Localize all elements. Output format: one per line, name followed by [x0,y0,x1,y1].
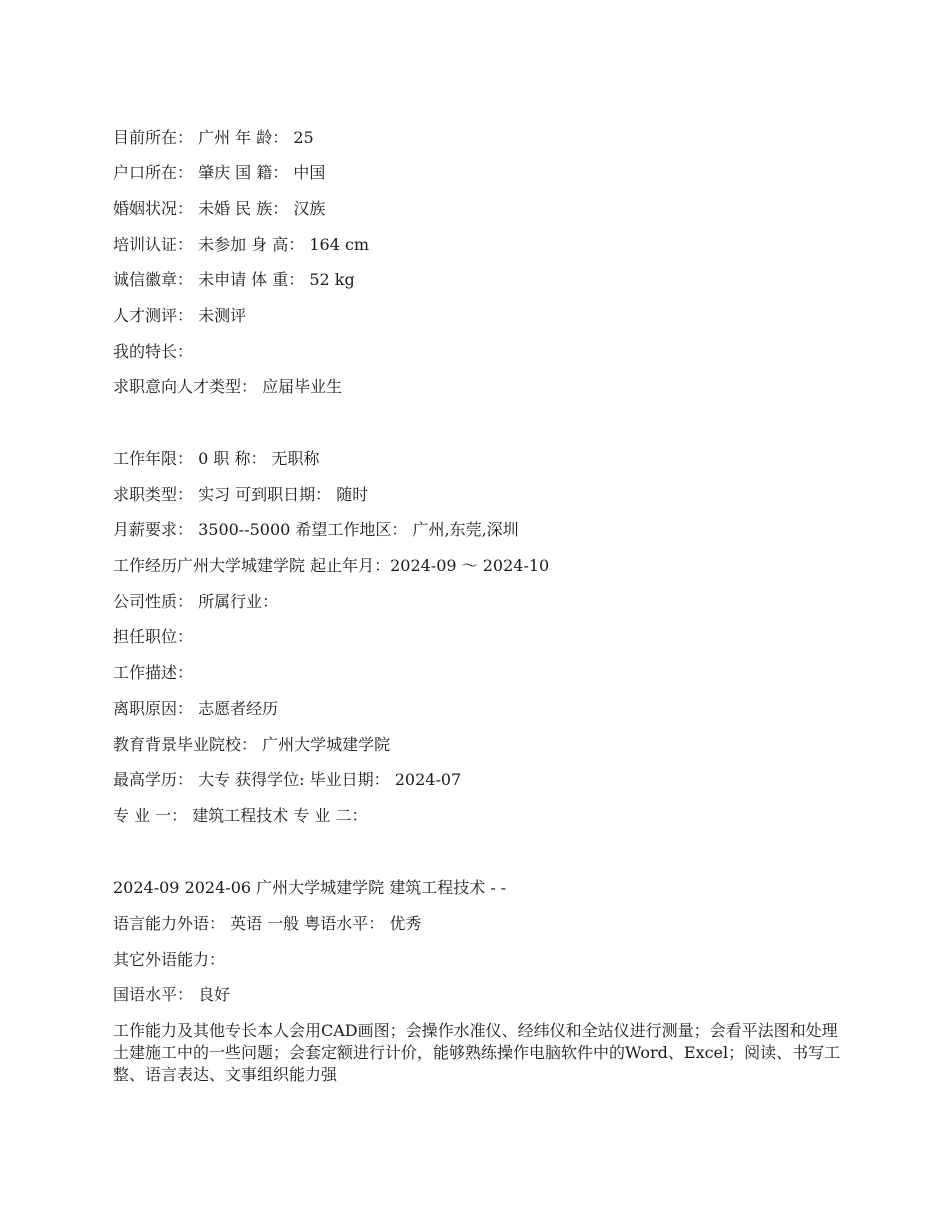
hukou-nationality: 户口所在： 肇庆 国 籍： 中国 [113,163,326,182]
resume-page [113,0,843,1230]
position-held: 担任职位： [113,627,194,646]
mandarin-level: 国语水平： 良好 [113,985,231,1004]
education-record: 2024-09 2024-06 广州大学城建学院 建筑工程技术 - - [113,878,507,897]
work-years-title: 工作年限： 0 职 称： 无职称 [113,449,320,468]
salary-work-area: 月薪要求： 3500--5000 希望工作地区： 广州,东莞,深圳 [113,520,519,539]
credit-weight: 诚信徽章： 未申请 体 重： 52 kg [113,270,355,289]
education-school: 教育背景毕业院校： 广州大学城建学院 [113,735,391,754]
company-nature-industry: 公司性质： 所属行业： [113,592,279,611]
majors: 专 业 一： 建筑工程技术 专 业 二： [113,806,368,825]
job-type-start-date: 求职类型： 实习 可到职日期： 随时 [113,485,369,504]
skills-paragraph: 工作能力及其他专长本人会用CAD画图；会操作水准仪、经纬仪和全站仪进行测量；会看平法图和处理土建施工中的一些问题；会套定额进行计价，能够熟练操作电脑软件中的Word、Excel；阅读、书写工整、语言表达、文事组织能力强 [113,1021,841,1084]
other-languages: 其它外语能力： [113,950,226,969]
highest-education: 最高学历： 大专 获得学位: 毕业日期： 2024-07 [113,770,462,789]
specialty: 我的特长： [113,342,194,361]
talent-assessment: 人才测评： 未测评 [113,306,247,325]
training-height: 培训认证： 未参加 身 高： 164 cm [113,235,370,254]
job-description: 工作描述： [113,663,194,682]
work-experience: 工作经历广州大学城建学院 起止年月：2024-09 ～ 2024-10 [113,556,550,575]
marital-ethnicity: 婚姻状况： 未婚 民 族： 汉族 [113,199,326,218]
current-location-age: 目前所在： 广州 年 龄： 25 [113,128,314,147]
leave-reason: 离职原因： 志愿者经历 [113,699,279,718]
language-ability: 语言能力外语： 英语 一般 粤语水平： 优秀 [113,914,422,933]
job-intention-type: 求职意向人才类型： 应届毕业生 [113,377,343,396]
